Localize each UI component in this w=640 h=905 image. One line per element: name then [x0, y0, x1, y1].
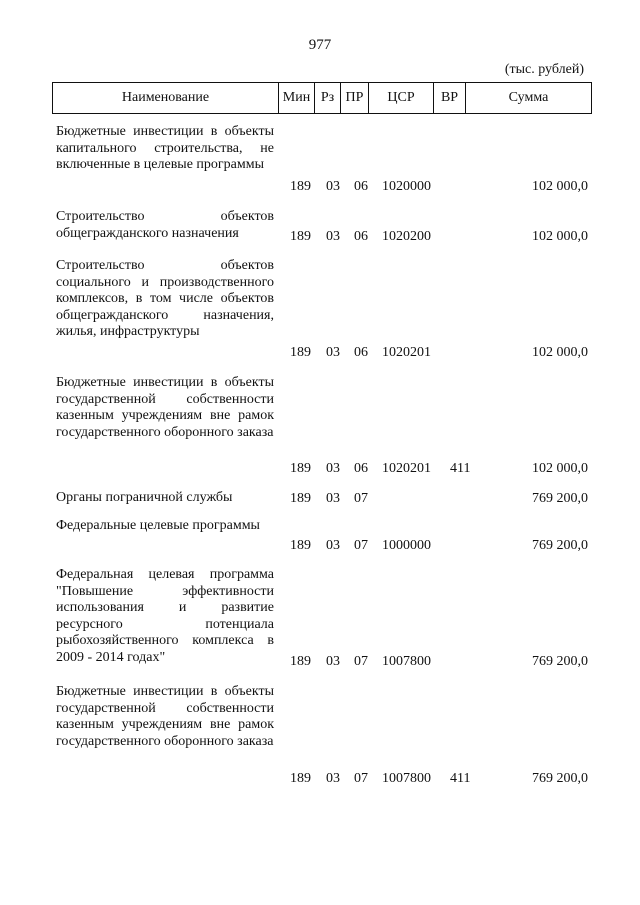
- row-min: 189: [290, 229, 311, 244]
- row-min: 189: [290, 771, 311, 786]
- row-name: Федеральные целевые программы: [56, 518, 260, 533]
- row-min: 189: [290, 538, 311, 553]
- row-sum: 102 000,0: [532, 179, 588, 194]
- row-name: Федеральная целевая программа "Повышение эффективности использования и развитие ресурсного потенциала рыбохозяйственного комплекса в 2009 - 2014 годах": [56, 567, 274, 665]
- row-sum: 769 200,0: [532, 654, 588, 669]
- row-sum: 102 000,0: [532, 461, 588, 476]
- header-vr: ВР: [434, 83, 466, 113]
- row-name: Бюджетные инвестиции в объекты государственной собственности казенным учреждениям вне рамок государственного оборонного заказа: [56, 684, 274, 749]
- header-pr: ПР: [341, 83, 369, 113]
- row-csr: 1020200: [382, 229, 431, 244]
- units-label: (тыс. рублей): [504, 62, 584, 77]
- row-sum: 769 200,0: [532, 771, 588, 786]
- row-pr: 06: [354, 179, 368, 194]
- row-name: Бюджетные инвестиции в объекты государственной собственности казенным учреждениям вне рамок государственного оборонного заказа: [56, 375, 274, 440]
- row-rz: 03: [326, 345, 340, 360]
- row-rz: 03: [326, 179, 340, 194]
- row-sum: 102 000,0: [532, 345, 588, 360]
- header-csr: ЦСР: [369, 83, 434, 113]
- row-csr: 1000000: [382, 538, 431, 553]
- row-rz: 03: [326, 229, 340, 244]
- row-pr: 07: [354, 771, 368, 786]
- row-csr: 1020201: [382, 345, 431, 360]
- header-min: Мин: [279, 83, 315, 113]
- row-name: Строительство объектов общегражданского назначения: [56, 209, 274, 241]
- row-rz: 03: [326, 771, 340, 786]
- row-vr: 411: [450, 461, 471, 476]
- row-pr: 06: [354, 461, 368, 476]
- row-csr: 1007800: [382, 771, 431, 786]
- row-rz: 03: [326, 538, 340, 553]
- row-pr: 07: [354, 491, 368, 506]
- row-name: Органы пограничной службы: [56, 490, 233, 505]
- page-number: 977: [308, 37, 332, 53]
- row-min: 189: [290, 654, 311, 669]
- header-rz: Рз: [315, 83, 341, 113]
- row-pr: 07: [354, 538, 368, 553]
- row-min: 189: [290, 179, 311, 194]
- row-pr: 06: [354, 345, 368, 360]
- header-name: Наименование: [53, 83, 279, 113]
- row-rz: 03: [326, 654, 340, 669]
- row-name: Строительство объектов социального и производственного комплексов, в том числе объектов общегражданского назначения, жилья, инфраструктуры: [56, 258, 274, 339]
- header-sum: Сумма: [508, 90, 549, 105]
- row-csr: 1020000: [382, 179, 431, 194]
- row-pr: 07: [354, 654, 368, 669]
- row-sum: 102 000,0: [532, 229, 588, 244]
- row-min: 189: [290, 345, 311, 360]
- row-rz: 03: [326, 461, 340, 476]
- row-min: 189: [290, 491, 311, 506]
- row-rz: 03: [326, 491, 340, 506]
- row-pr: 06: [354, 229, 368, 244]
- row-csr: 1007800: [382, 654, 431, 669]
- row-min: 189: [290, 461, 311, 476]
- row-sum: 769 200,0: [532, 491, 588, 506]
- row-csr: 1020201: [382, 461, 431, 476]
- table-header: [52, 82, 592, 114]
- row-name: Бюджетные инвестиции в объекты капитального строительства, не включенные в целевые программы: [56, 124, 274, 172]
- row-sum: 769 200,0: [532, 538, 588, 553]
- row-vr: 411: [450, 771, 471, 786]
